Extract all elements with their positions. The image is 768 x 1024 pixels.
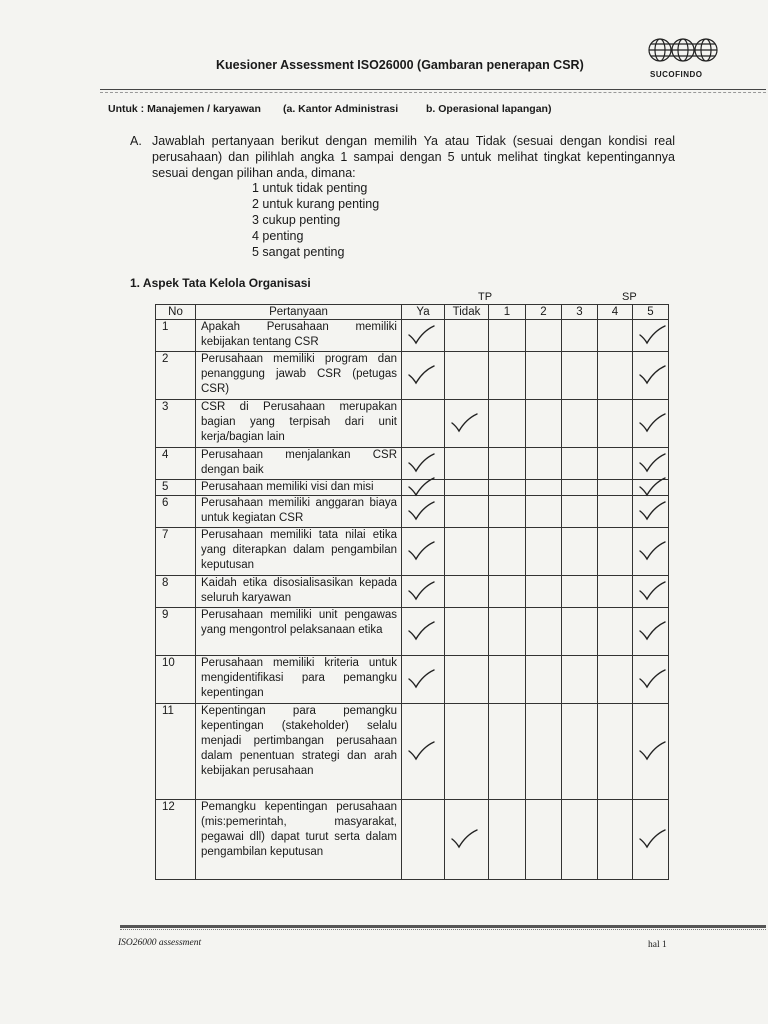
row-number: 9 (156, 608, 196, 656)
rating-5-cell[interactable] (633, 528, 669, 576)
header-rating-4: 4 (598, 305, 633, 320)
table-row (156, 400, 669, 448)
ya-cell[interactable] (402, 800, 445, 880)
rating-5-cell[interactable] (633, 496, 669, 528)
rating-1-cell[interactable] (489, 528, 526, 576)
table-row (156, 496, 669, 528)
rating-3-cell[interactable] (562, 704, 598, 800)
question-text: Perusahaan memiliki tata nilai etika yang diterapkan dalam pengambilan keputusan (196, 528, 402, 576)
rating-5-cell[interactable] (633, 400, 669, 448)
rating-4-cell[interactable] (598, 496, 633, 528)
rating-3-cell[interactable] (562, 496, 598, 528)
scale-item: 4 penting (252, 229, 304, 243)
rating-2-cell[interactable] (526, 320, 562, 352)
sp-label: SP (622, 291, 637, 303)
rating-3-cell[interactable] (562, 576, 598, 608)
question-text: Perusahaan memiliki unit pengawas yang mengontrol pelaksanaan etika (196, 608, 402, 656)
instructions-text: Jawablah pertanyaan berikut dengan memilih Ya atau Tidak (sesuai dengan kondisi real perusahaan) dan pilihlah angka 1 sampai dengan 5 untuk melihat tingkat kepentingannya sesuai dengan pilihan anda, dimana: (152, 134, 675, 180)
header-rating-2: 2 (526, 305, 562, 320)
rating-4-cell[interactable] (598, 704, 633, 800)
rating-2-cell[interactable] (526, 448, 562, 480)
rating-1-cell[interactable] (489, 448, 526, 480)
table-row (156, 656, 669, 704)
rating-1-cell[interactable] (489, 320, 526, 352)
tidak-cell[interactable] (445, 656, 489, 704)
row-number: 5 (156, 480, 196, 496)
instructions-label: A. (130, 134, 142, 148)
row-number: 2 (156, 352, 196, 400)
table-row (156, 800, 669, 880)
rating-1-cell[interactable] (489, 576, 526, 608)
question-text: Perusahaan memiliki program dan penanggung jawab CSR (petugas CSR) (196, 352, 402, 400)
rating-1-cell[interactable] (489, 352, 526, 400)
ya-cell[interactable] (402, 400, 445, 448)
rating-3-cell[interactable] (562, 352, 598, 400)
rating-4-cell[interactable] (598, 480, 633, 496)
table-header-row (156, 305, 669, 320)
rating-4-cell[interactable] (598, 528, 633, 576)
tidak-cell[interactable] (445, 704, 489, 800)
header-tidak: Tidak (445, 305, 489, 320)
rating-4-cell[interactable] (598, 576, 633, 608)
question-text: Apakah Perusahaan memiliki kebijakan tentang CSR (196, 320, 402, 352)
rating-3-cell[interactable] (562, 528, 598, 576)
tidak-cell[interactable] (445, 576, 489, 608)
ya-cell[interactable] (402, 352, 445, 400)
question-text: Kaidah etika disosialisasikan kepada seluruh karyawan (196, 576, 402, 608)
tidak-cell[interactable] (445, 448, 489, 480)
rating-4-cell[interactable] (598, 656, 633, 704)
rating-3-cell[interactable] (562, 656, 598, 704)
rating-2-cell[interactable] (526, 656, 562, 704)
rating-4-cell[interactable] (598, 320, 633, 352)
tidak-cell[interactable] (445, 352, 489, 400)
ya-cell[interactable] (402, 528, 445, 576)
rating-3-cell[interactable] (562, 448, 598, 480)
rating-2-cell[interactable] (526, 400, 562, 448)
rating-2-cell[interactable] (526, 608, 562, 656)
rating-3-cell[interactable] (562, 480, 598, 496)
footer-left: ISO26000 assessment (118, 938, 202, 948)
row-number: 1 (156, 320, 196, 352)
row-number: 6 (156, 496, 196, 528)
header-rule-dashed (100, 92, 766, 93)
tidak-cell[interactable] (445, 480, 489, 496)
rating-5-cell[interactable] (633, 608, 669, 656)
untuk-label: Untuk : Manajemen / karyawan (108, 103, 261, 115)
untuk-option-b: b. Operasional lapangan) (426, 103, 552, 115)
scale-item: 1 untuk tidak penting (252, 181, 368, 195)
header-pertanyaan: Pertanyaan (196, 305, 402, 320)
question-text: CSR di Perusahaan merupakan bagian yang terpisah dari unit kerja/bagian lain (196, 400, 402, 448)
ya-cell[interactable] (402, 656, 445, 704)
question-text: Perusahaan memiliki visi dan misi (196, 480, 402, 496)
ya-cell[interactable] (402, 480, 445, 496)
tidak-cell[interactable] (445, 800, 489, 880)
rating-1-cell[interactable] (489, 608, 526, 656)
table-row (156, 352, 669, 400)
row-number: 11 (156, 704, 196, 800)
question-text: Perusahaan memiliki anggaran biaya untuk kegiatan CSR (196, 496, 402, 528)
row-number: 7 (156, 528, 196, 576)
table-row (156, 320, 669, 352)
scale-item: 3 cukup penting (252, 213, 341, 227)
ya-cell[interactable] (402, 576, 445, 608)
header-ya: Ya (402, 305, 445, 320)
rating-4-cell[interactable] (598, 352, 633, 400)
header-rating-1: 1 (489, 305, 526, 320)
rating-1-cell[interactable] (489, 496, 526, 528)
row-number: 8 (156, 576, 196, 608)
row-number: 3 (156, 400, 196, 448)
logo-text: SUCOFINDO (650, 70, 703, 79)
scale-item: 5 sangat penting (252, 245, 345, 259)
rating-5-cell[interactable] (633, 576, 669, 608)
instructions (130, 133, 675, 181)
header-rating-3: 3 (562, 305, 598, 320)
table-row (156, 528, 669, 576)
scale-item: 2 untuk kurang penting (252, 197, 380, 211)
footer-rule-dotted (120, 929, 766, 930)
rating-2-cell[interactable] (526, 800, 562, 880)
rating-5-cell[interactable] (633, 656, 669, 704)
header-rule (100, 89, 766, 90)
rating-2-cell[interactable] (526, 528, 562, 576)
rating-1-cell[interactable] (489, 400, 526, 448)
rating-2-cell[interactable] (526, 576, 562, 608)
ya-cell[interactable] (402, 608, 445, 656)
rating-1-cell[interactable] (489, 800, 526, 880)
rating-2-cell[interactable] (526, 480, 562, 496)
rating-2-cell[interactable] (526, 496, 562, 528)
rating-2-cell[interactable] (526, 352, 562, 400)
rating-4-cell[interactable] (598, 448, 633, 480)
tidak-cell[interactable] (445, 608, 489, 656)
tidak-cell[interactable] (445, 320, 489, 352)
ya-cell[interactable] (402, 704, 445, 800)
table-row (156, 704, 669, 800)
tidak-cell[interactable] (445, 528, 489, 576)
rating-4-cell[interactable] (598, 608, 633, 656)
row-number: 10 (156, 656, 196, 704)
section-title: 1. Aspek Tata Kelola Organisasi (130, 276, 311, 290)
tp-label: TP (478, 291, 493, 303)
table-row (156, 576, 669, 608)
page-number: hal 1 (648, 940, 667, 950)
header-rating-5: 5 (633, 305, 669, 320)
rating-3-cell[interactable] (562, 608, 598, 656)
rating-1-cell[interactable] (489, 704, 526, 800)
ya-cell[interactable] (402, 320, 445, 352)
question-text: Perusahaan memiliki kriteria untuk mengidentifikasi para pemangku kepentingan (196, 656, 402, 704)
rating-5-cell[interactable] (633, 352, 669, 400)
rating-5-cell[interactable] (633, 320, 669, 352)
untuk-option-a: (a. Kantor Administrasi (283, 103, 399, 115)
row-number: 12 (156, 800, 196, 880)
tidak-cell[interactable] (445, 400, 489, 448)
table-row (156, 608, 669, 656)
tidak-cell[interactable] (445, 496, 489, 528)
footer-rule (120, 925, 766, 928)
rating-1-cell[interactable] (489, 656, 526, 704)
scale-list (252, 180, 379, 260)
document-title: Kuesioner Assessment ISO26000 (Gambaran penerapan CSR) (216, 58, 584, 72)
questionnaire-table (155, 304, 669, 880)
question-text: Perusahaan menjalankan CSR dengan baik (196, 448, 402, 480)
rating-5-cell[interactable] (633, 800, 669, 880)
rating-2-cell[interactable] (526, 704, 562, 800)
question-text: Pemangku kepentingan perusahaan (mis:pemerintah, masyarakat, pegawai dll) dapat turut serta dalam pengambilan keputusan (196, 800, 402, 880)
ya-cell[interactable] (402, 496, 445, 528)
rating-1-cell[interactable] (489, 480, 526, 496)
question-text: Kepentingan para pemangku kepentingan (stakeholder) selalu menjadi pertimbangan perusahaan dalam penentuan strategi dan arah kebijakan perusahaan (196, 704, 402, 800)
rating-3-cell[interactable] (562, 800, 598, 880)
rating-3-cell[interactable] (562, 400, 598, 448)
row-number: 4 (156, 448, 196, 480)
table-row (156, 480, 669, 496)
rating-4-cell[interactable] (598, 800, 633, 880)
rating-5-cell[interactable] (633, 704, 669, 800)
rating-5-cell[interactable] (633, 480, 669, 496)
rating-4-cell[interactable] (598, 400, 633, 448)
rating-3-cell[interactable] (562, 320, 598, 352)
header-no: No (156, 305, 196, 320)
